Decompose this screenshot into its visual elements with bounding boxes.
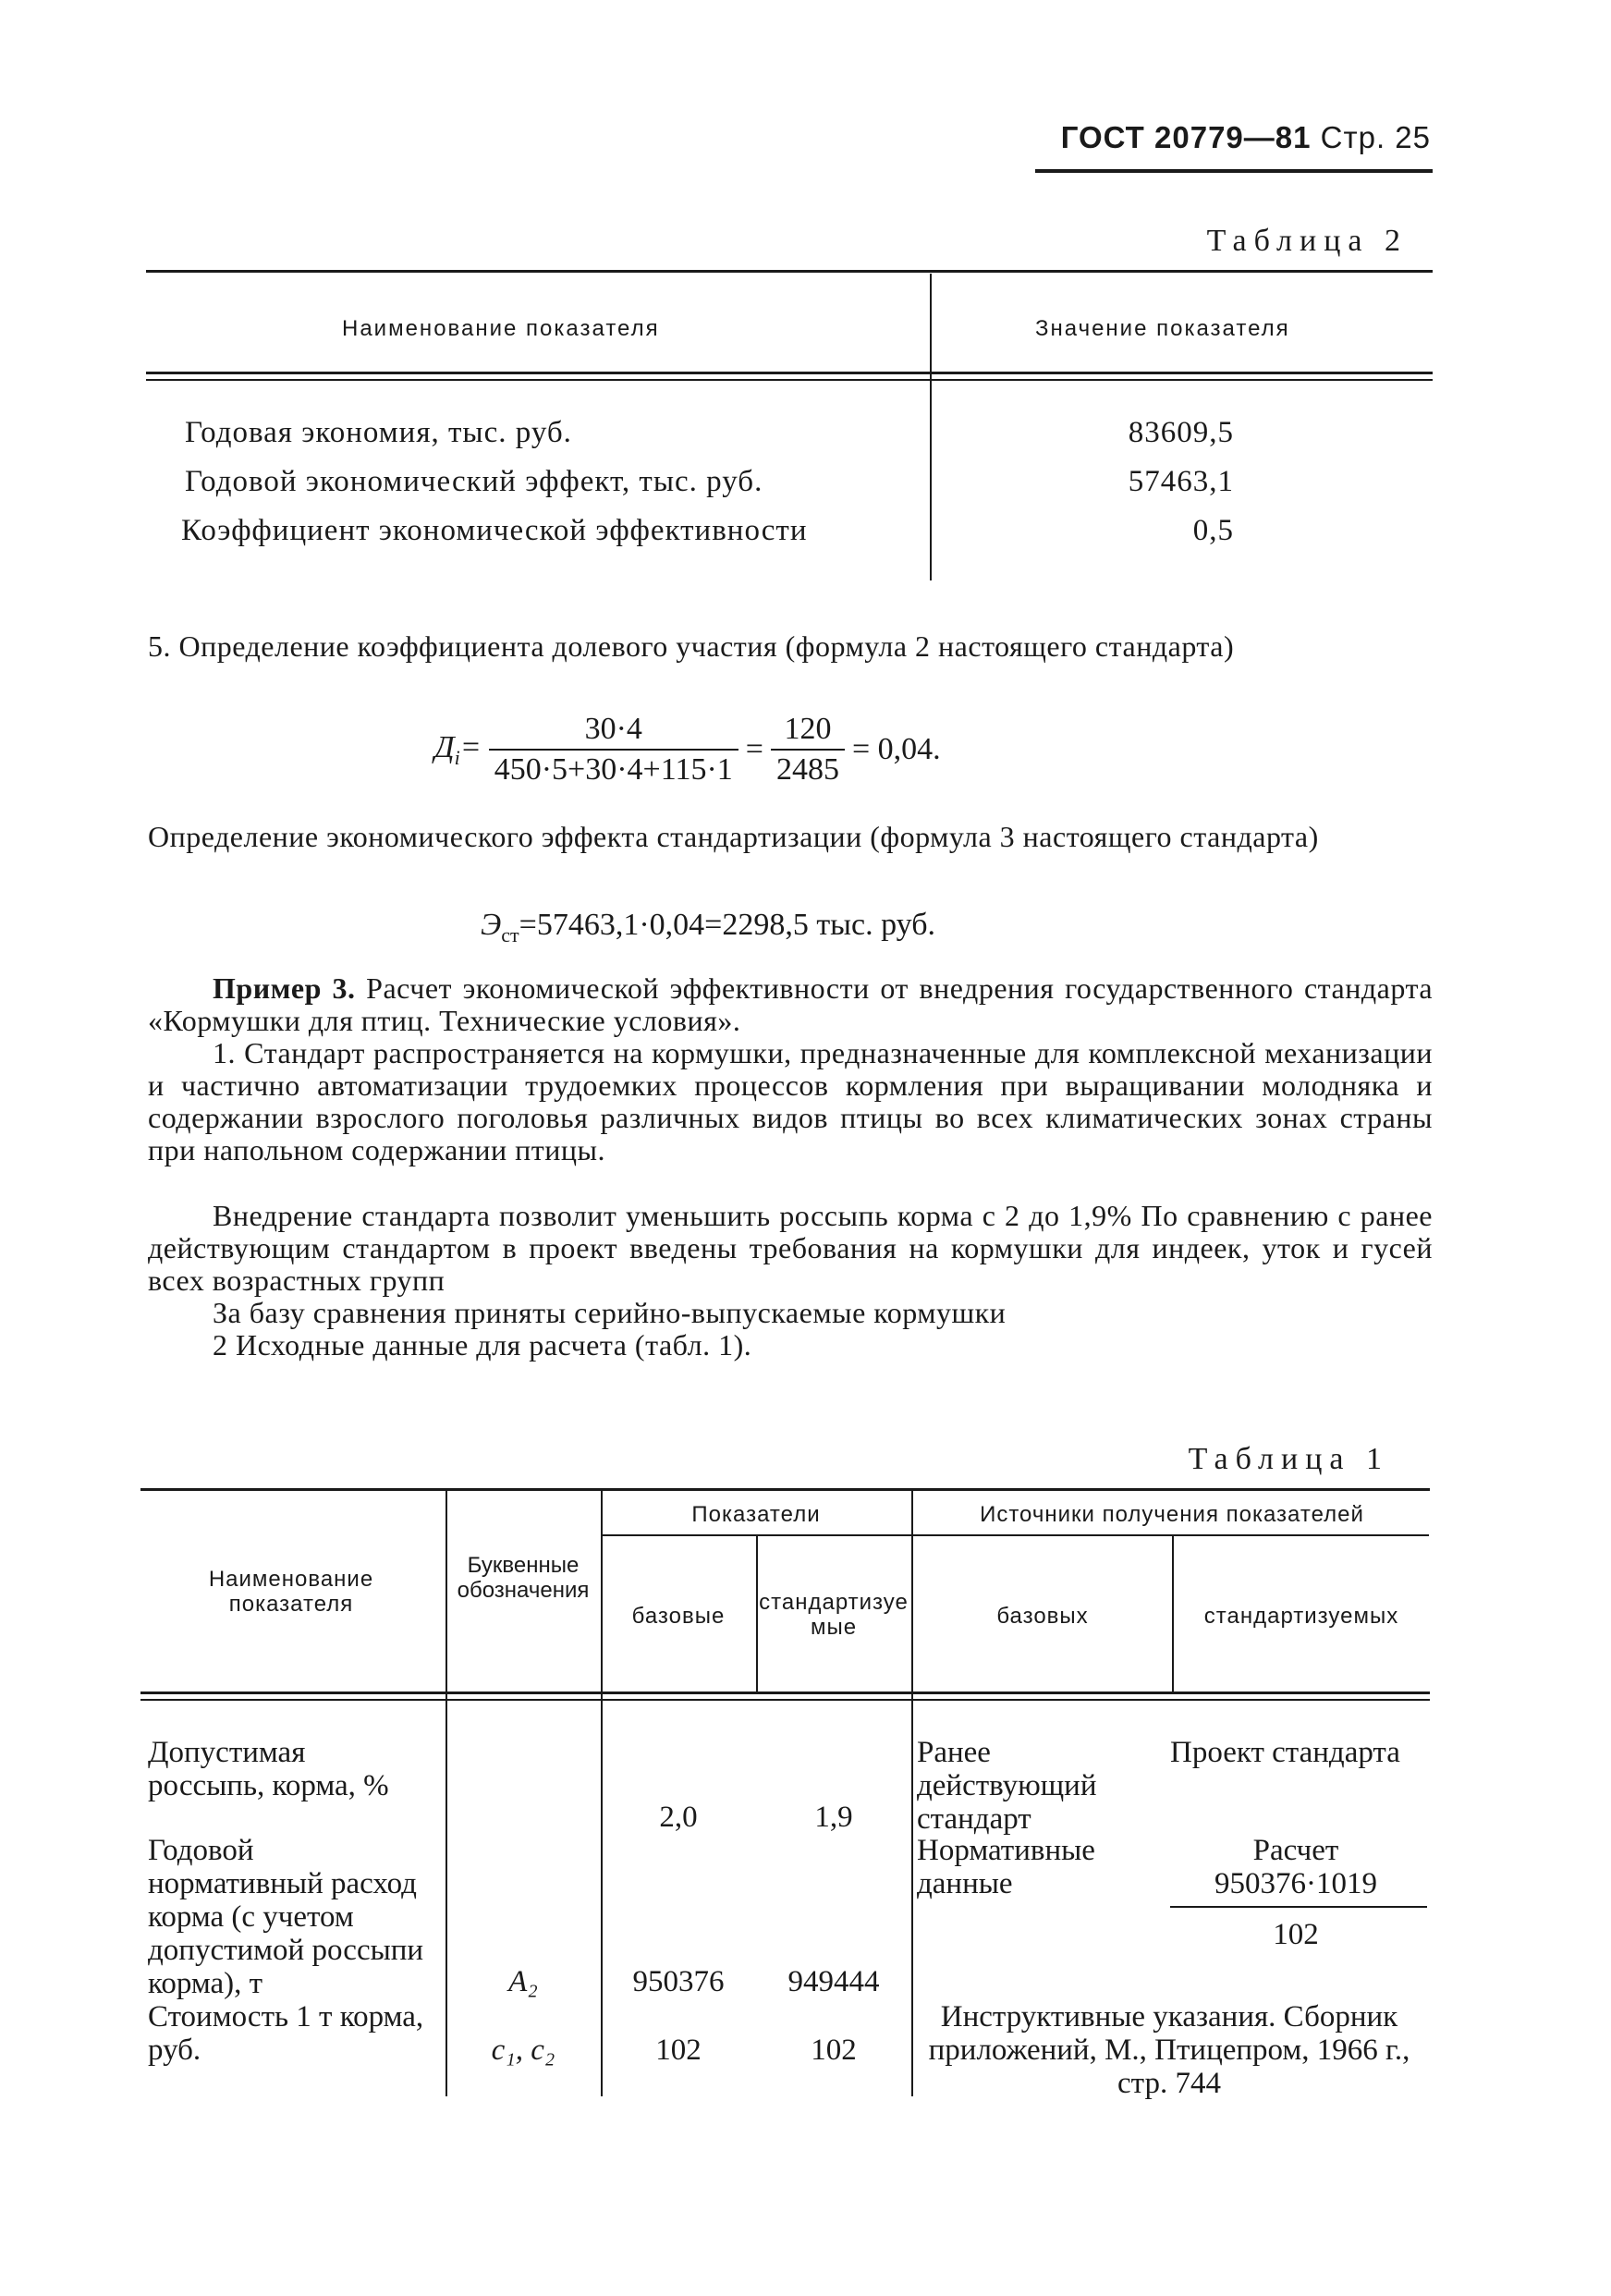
table1-top-rule: [140, 1488, 1430, 1491]
table1-row-name: Допустимая россыпь, корма, %: [148, 1736, 389, 1802]
table1-divider: [601, 1490, 603, 2096]
table1-row-src-std-denominator: 102: [1273, 1918, 1319, 1951]
table2-row-value: 0,5: [1192, 514, 1234, 547]
fraction-2-denominator: 2485: [771, 749, 845, 788]
table1-head-std: стандартизуемые: [759, 1590, 909, 1640]
table1-row-name: Годовой нормативный расход корма (с учетом допустимой россыпи корма), т: [148, 1834, 424, 2000]
equals-sign: =: [745, 732, 763, 766]
table1-row-name: Стоимость 1 т корма, руб.: [148, 2000, 424, 2067]
page-number: Стр. 25: [1320, 120, 1431, 154]
example3-title: Пример 3. Расчет экономической эффективности от внедрения государственного стандарта «Кормушки для птиц. Технические условия».: [148, 971, 1434, 1037]
effect-formula: $Э_{ст}=57463,1\cdot 0,04=2298,5$ тыс. руб.: [481, 908, 936, 946]
table1-row-src-std: Проект стандарта: [1170, 1736, 1400, 1769]
table1-row-letter: c₁, c₂: [491, 2033, 555, 2067]
table1-row-letter: A₂: [508, 1965, 538, 1998]
fraction-2-numerator: 120: [784, 712, 832, 746]
table1-caption: Таблица 1: [1188, 1442, 1389, 1476]
table1-head-src-std: стандартизуемых: [1203, 1604, 1399, 1629]
example3-paragraph-1: 1. Стандарт распространяется на кормушки, предназначенные для комплексной механизации и частично автоматизации трудоемких процессов кормления при выращивании молодняка и содержании взрослого поголовья различных видов птицы во всех климатических зонах страны при напольном содержании птицы.: [148, 1036, 1433, 1166]
standard-number: ГОСТ 20779—81: [1060, 120, 1312, 154]
fraction-2: [771, 712, 845, 788]
example3-paragraph-4: 2 Исходные данные для расчета (табл. 1).: [213, 1328, 752, 1362]
table1-row-std: 949444: [787, 1965, 880, 1998]
table1-head-letter: Буквенные обозначения: [457, 1553, 590, 1603]
table1-head-base: базовые: [631, 1604, 726, 1629]
header-rule: [1035, 169, 1433, 173]
table1-row-std: 1,9: [814, 1801, 853, 1834]
table1-header-rule-1: [140, 1691, 1430, 1694]
table1-divider: [445, 1490, 447, 2096]
example3-paragraph-3: За базу сравнения приняты серийно-выпускаемые кормушки: [213, 1296, 1007, 1329]
fraction-bar: [1170, 1906, 1427, 1908]
table2-row-name: Коэффициент экономической эффективности: [181, 514, 808, 547]
page-header: [1061, 120, 1431, 155]
table1-row-src-base: Ранее действующий стандарт: [917, 1736, 1097, 1836]
table1-head-src-base: базовых: [996, 1604, 1089, 1629]
table1-row-src: Инструктивные указания. Сборник приложений, М., Птицепром, 1966 г., стр. 744: [928, 2000, 1410, 2100]
formula-di: [434, 712, 941, 788]
table1-subheader-rule: [601, 1534, 911, 1536]
table1-header-rule-2: [140, 1699, 1430, 1701]
table1-row-base: 2,0: [659, 1801, 698, 1834]
table2-col-value: Значение показателя: [1035, 316, 1290, 341]
table1-row-src-std-label: Расчет: [1252, 1834, 1339, 1867]
fraction-1-denominator: 450·5+30·4+115·1: [489, 749, 738, 788]
table2-top-rule: [146, 270, 1433, 273]
table2-row-value: 57463,1: [1128, 465, 1234, 498]
table1-head-indicators: Показатели: [691, 1502, 821, 1527]
table2-row-value: 83609,5: [1128, 416, 1234, 449]
table1-row-base: 950376: [632, 1965, 725, 1998]
effect-intro: Определение экономического эффекта стандартизации (формула 3 настоящего стандарта): [148, 820, 1319, 853]
table1-divider: [911, 1490, 913, 2096]
table1-row-base: 102: [655, 2033, 702, 2067]
table1-head-sources: Источники получения показателей: [980, 1502, 1364, 1527]
fraction-1-numerator: 30·4: [584, 712, 642, 746]
table2-column-divider: [930, 274, 932, 580]
formula-result: = 0,04.: [851, 732, 941, 766]
table2-row-name: Годовая экономия, тыс. руб.: [185, 416, 572, 449]
example3-paragraph-2: Внедрение стандарта позволит уменьшить россыпь корма с 2 до 1,9% По сравнению с ранее действующим стандартом в проект введены требования на кормушки для индеек, уток и гусей всех возрастных групп: [148, 1199, 1433, 1297]
formula-lhs: $Д_i=$: [434, 729, 482, 769]
table1-row-src-base: Нормативные данные: [917, 1834, 1095, 1900]
fraction-1: [489, 712, 738, 788]
table1-subheader-rule: [911, 1534, 1429, 1536]
table2-caption: Таблица 2: [1206, 224, 1408, 258]
table2-col-name: Наименование показателя: [342, 316, 660, 341]
table2-header-rule-2: [146, 379, 1433, 381]
table2-header-rule-1: [146, 372, 1433, 374]
table1-head-name: Наименование показателя: [208, 1567, 374, 1617]
table1-row-src-std-numerator: 950376·1019: [1214, 1867, 1377, 1900]
table2-row-name: Годовой экономический эффект, тыс. руб.: [185, 465, 763, 498]
section5-intro: 5. Определение коэффициента долевого участия (формула 2 настоящего стандарта): [148, 629, 1235, 663]
table1-row-std: 102: [811, 2033, 857, 2067]
